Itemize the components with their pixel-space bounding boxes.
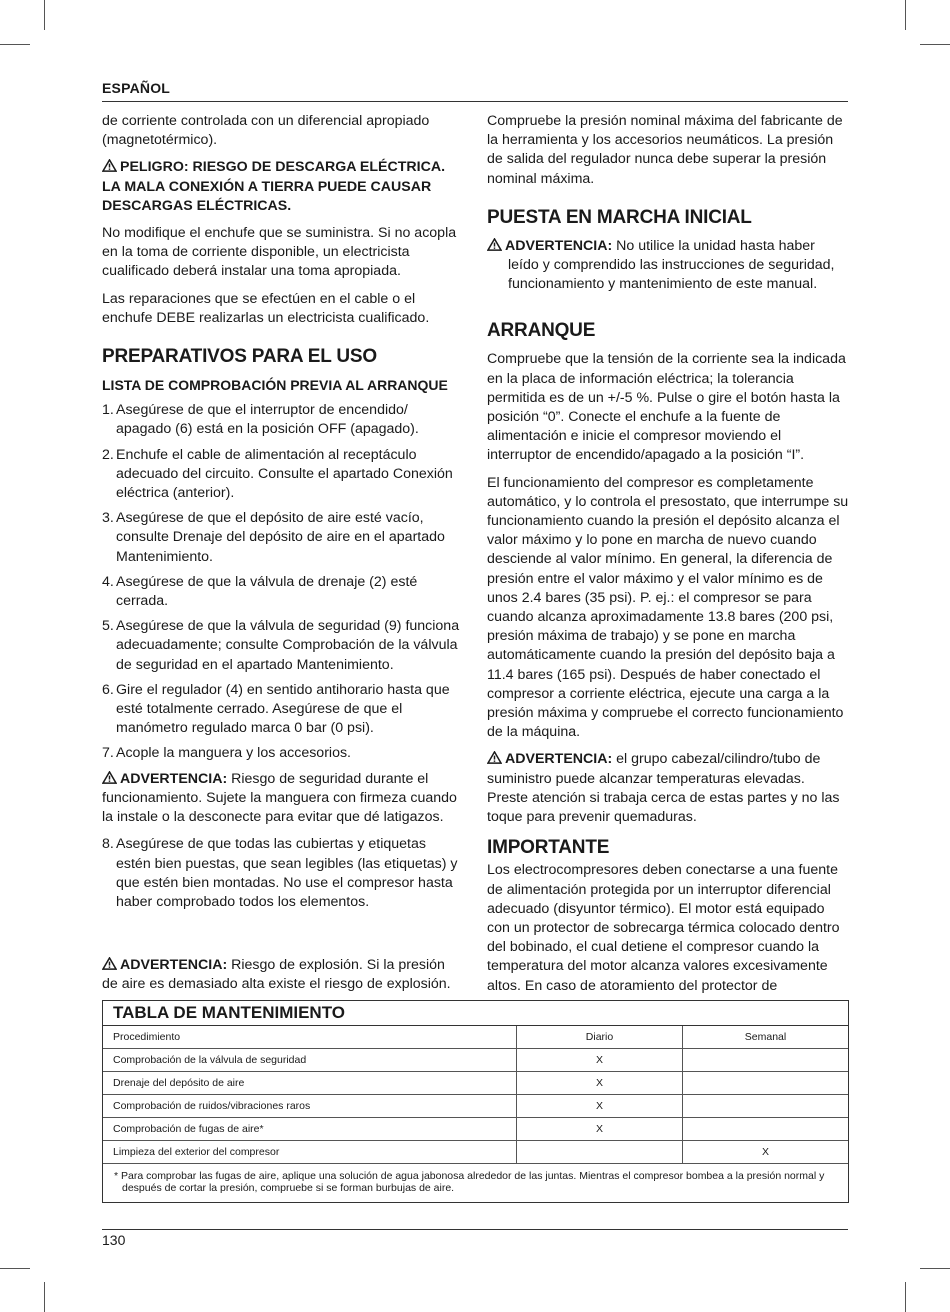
sub-heading: LISTA DE COMPROBACIÓN PREVIA AL ARRANQUE (102, 377, 448, 394)
table-cell: X (517, 1072, 683, 1095)
right-column (487, 112, 849, 1004)
paragraph: Compruebe que la tensión de la corriente sea la indicada en la placa de información eléctrica; la tolerancia permitida es de un +/-5 %. Pulse o gire el botón hasta la posición “0”. Conecte el enchufe a la fuente de alimentación e inicie el compresor moviendo el interruptor de encendido/apagado a la posición “I”. (487, 351, 846, 464)
section-heading: PUESTA EN MARCHA INICIAL (487, 206, 752, 228)
section-heading: PREPARATIVOS PARA EL USO (102, 346, 377, 368)
crop-mark (905, 1282, 906, 1312)
crop-mark (920, 44, 950, 45)
maintenance-table (102, 1000, 849, 1203)
paragraph: El funcionamiento del compresor es completamente automático, y lo controla el presostato, que interrumpe su funcionamiento cuando la presión el depósito alcanza el valor máximo y lo pone en marcha de nuevo cuando desciende al valor mínimo. En general, la diferencia de presión entre el valor máximo y el valor mínimo es de unos 2.4 bares (35 psi). P. ej.: el compresor se para cuando alcanza aproximadamente 13.8 bares (200 psi, presión máxima de trabajo) y se pone en marcha automáticamente cuando la presión del depósito baja a 11.4 bares (165 psi). Después de haber conectado el compresor a corriente eléctrica, ejecute una carga a la presión máxima y compruebe el correcto funcionamiento de la máquina. (487, 474, 849, 741)
column-header: Diario (517, 1026, 683, 1049)
header-rule (102, 101, 848, 102)
table-cell: X (683, 1141, 849, 1164)
table-cell: X (517, 1049, 683, 1072)
paragraph: Compruebe la presión nominal máxima del fabricante de la herramienta y los accesorios neumáticos. La presión de salida del regulador nunca debe superar la presión nominal máxima. (487, 113, 843, 187)
section-heading: ARRANQUE (487, 320, 596, 342)
warning-text: No utilice la unidad hasta haber leído y comprendido las instrucciones de seguridad, funcionamiento y mantenimiento de este manual. (508, 237, 835, 293)
list-item: 3. Asegúrese de que el depósito de aire esté vacío, consulte Drenaje del depósito de aire en el apartado Mantenimiento. (102, 510, 445, 565)
warning-triangle-icon (102, 159, 117, 172)
table-cell: X (517, 1118, 683, 1141)
warning-text: Riesgo de seguridad durante el funcionamiento. Sujete la manguera con firmeza cuando la instale o la desconecte para evitar que dé latigazos. (102, 770, 457, 826)
paragraph: Los electrocompresores deben conectarse a una fuente de alimentación protegida por un interruptor diferencial adecuado (disyuntor térmico). El motor está equipado con un protector de sobrecarga térmica colocado dentro del bobinado, el cual detiene el compresor cuando la temperatura del motor alcanza valores excesivamente altos. En caso de atoramiento del protector de (487, 862, 840, 994)
table-cell: Comprobación de la válvula de seguridad (103, 1049, 517, 1072)
crop-mark (0, 1268, 30, 1269)
crop-mark (0, 44, 30, 45)
checklist (102, 401, 460, 763)
warning-paragraph (102, 770, 460, 828)
intro-text: de corriente controlada con un diferencial apropiado (magnetotérmico). (102, 113, 430, 149)
paragraph: No modifique el enchufe que se suministra. Si no acopla en la toma de corriente disponible, un electricista cualificado deberá instalar una toma apropiada. (102, 225, 457, 280)
table-cell: X (517, 1095, 683, 1118)
table-row (103, 1141, 848, 1164)
list-item: 1. Asegúrese de que el interruptor de encendido/ apagado (6) está en la posición OFF (apagado). (102, 402, 419, 438)
table-cell (683, 1049, 849, 1072)
warning-paragraph (487, 750, 849, 827)
danger-warning (102, 158, 460, 216)
language-header: ESPAÑOL (102, 80, 171, 96)
warning-paragraph (487, 237, 849, 295)
warning-label: ADVERTENCIA: (505, 237, 613, 254)
checklist-continued (102, 835, 460, 912)
warning-triangle-icon (487, 751, 502, 764)
table-title: TABLA DE MANTENIMIENTO (103, 1001, 848, 1026)
table-cell (517, 1141, 683, 1164)
list-item: 6. Gire el regulador (4) en sentido antihorario hasta que esté totalmente cerrado. Asegúrese de que el manómetro regulado marca 0 bar (0 psi). (102, 681, 450, 737)
table-cell: Comprobación de ruidos/vibraciones raros (103, 1095, 517, 1118)
table-cell: Limpieza del exterior del compresor (103, 1141, 517, 1164)
section-heading: IMPORTANTE (487, 837, 610, 859)
warning-label: ADVERTENCIA: (120, 957, 228, 974)
list-item: 7. Acople la manguera y los accesorios. (102, 745, 352, 762)
table-header-row (103, 1026, 848, 1049)
crop-mark (905, 0, 906, 30)
table-row (103, 1118, 848, 1141)
list-item: 2. Enchufe el cable de alimentación al receptáculo adecuado del circuito. Consulte el apartado Conexión eléctrica (anterior). (102, 446, 453, 502)
warning-label: ADVERTENCIA: (505, 751, 613, 768)
warning-label: ADVERTENCIA: (120, 770, 228, 787)
list-item: 5. Asegúrese de que la válvula de seguridad (9) funciona adecuadamente; consulte Comprobación de la válvula de seguridad en el apartado Mantenimiento. (102, 618, 460, 673)
table-row (103, 1072, 848, 1095)
paragraph: Las reparaciones que se efectúen en el cable o el enchufe DEBE realizarlas un electricista cualificado. (102, 290, 430, 326)
column-header: Procedimiento (113, 1031, 181, 1043)
crop-mark (44, 0, 45, 30)
left-column (102, 112, 460, 1003)
crop-mark (920, 1268, 950, 1269)
footer-rule (102, 1229, 848, 1230)
warning-triangle-icon (102, 771, 117, 784)
table-cell: Comprobación de fugas de aire* (103, 1118, 517, 1141)
table-cell: Drenaje del depósito de aire (103, 1072, 517, 1095)
list-item: 4. Asegúrese de que la válvula de drenaje (2) esté cerrada. (102, 573, 418, 610)
column-header: Semanal (683, 1026, 849, 1049)
warning-triangle-icon (102, 957, 117, 970)
table-cell (683, 1072, 849, 1095)
crop-mark (44, 1282, 45, 1312)
warning-paragraph (102, 956, 460, 994)
table-cell (683, 1095, 849, 1118)
table-row (103, 1049, 848, 1072)
table-grid (103, 1026, 848, 1163)
page-number: 130 (102, 1232, 126, 1248)
list-item: 8. Asegúrese de que todas las cubiertas y etiquetas estén bien puestas, que sean legibles (las etiquetas) y que estén bien montadas. No use el compresor hasta haber comprobado todos los elementos. (102, 836, 458, 910)
table-cell (683, 1118, 849, 1141)
warning-text: Riesgo de explosión. Si la presión de aire es demasiado alta existe el riesgo de explosión. (102, 957, 451, 993)
warning-triangle-icon (487, 238, 502, 251)
danger-text: PELIGRO: RIESGO DE DESCARGA ELÉCTRICA. LA MALA CONEXIÓN A TIERRA PUEDE CAUSAR DESCARGAS ELÉCTRICAS. (102, 159, 446, 214)
table-row (103, 1095, 848, 1118)
table-footnote: * Para comprobar las fugas de aire, aplique una solución de agua jabonosa alrededor de las juntas. Mientras el compresor bombea a la presión normal y después de cortar la presión, compruebe si se forman burbujas de aire. (103, 1163, 848, 1202)
warning-text: el grupo cabezal/cilindro/tubo de suministro puede alcanzar temperaturas elevadas. Preste atención si trabaja cerca de estas partes y no las toque para prevenir quemaduras. (487, 751, 840, 826)
